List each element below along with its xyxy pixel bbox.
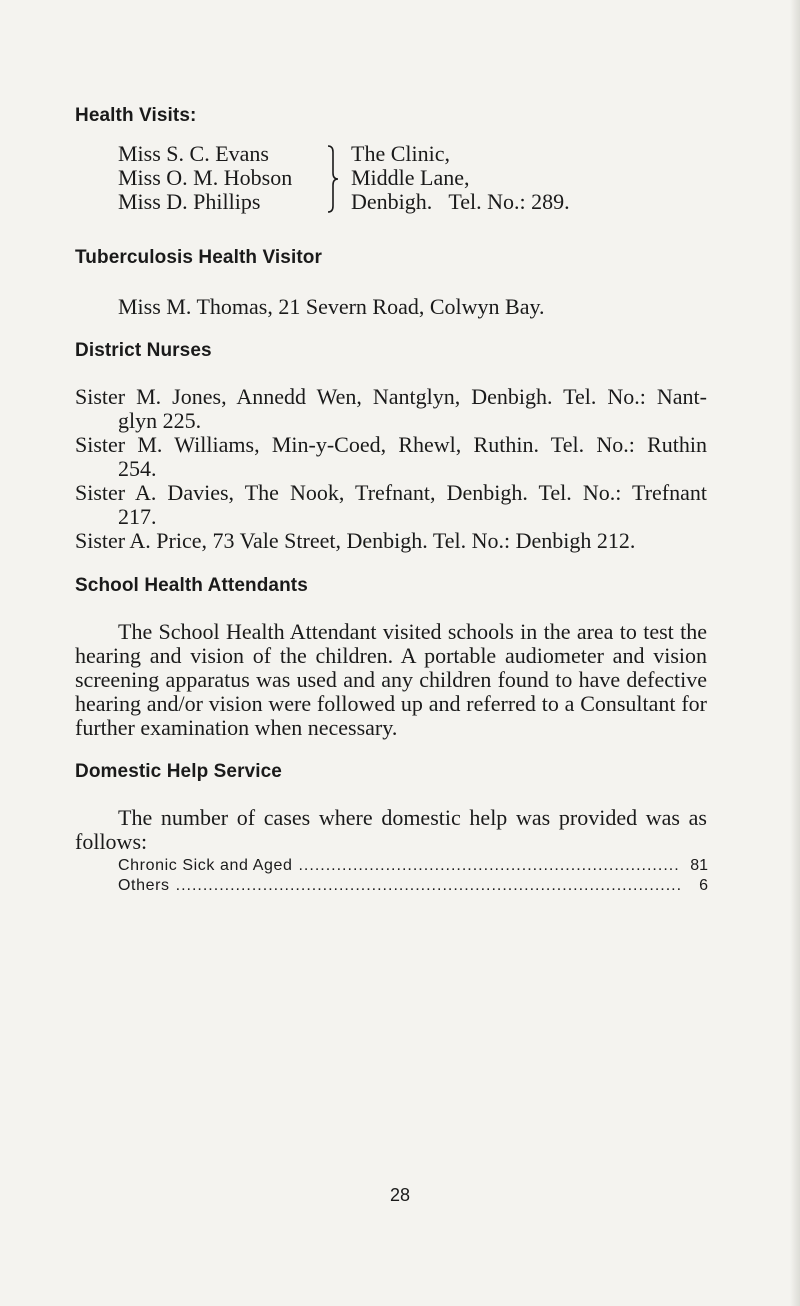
nurse-line: Sister A. Price, 73 Vale Street, Denbigh. Tel. No.: Denbigh 212. (75, 528, 636, 553)
dot-leader (176, 876, 680, 896)
address-line: Denbigh. Tel. No.: 289. (351, 189, 570, 214)
row-value: 81 (690, 857, 708, 874)
nurse-line: Sister M. Jones, Annedd Wen, Nantglyn, Denbigh. Tel. No.: Nant- (75, 384, 707, 409)
row-label: Chronic Sick and Aged (118, 857, 293, 874)
health-visits-heading: Health Visits: (75, 105, 197, 126)
district-nurse-entry (75, 433, 707, 481)
school-health-heading: School Health Attendants (75, 575, 308, 596)
health-visitor-name: Miss S. C. Evans (118, 141, 269, 166)
address-line: Middle Lane, (351, 165, 470, 190)
health-visitor-name: Miss O. M. Hobson (118, 165, 293, 190)
nurse-line-continued: 254. (118, 456, 157, 481)
district-nurse-entry (75, 529, 707, 553)
table-row (118, 876, 708, 896)
nurse-line: Sister A. Davies, The Nook, Trefnant, Denbigh. Tel. No.: Trefnant (75, 480, 707, 505)
health-visitors-names (118, 142, 323, 214)
district-nurse-entry (75, 481, 707, 529)
nurse-line-continued: 217. (118, 504, 157, 529)
clinic-address (351, 142, 570, 214)
dot-leader (298, 856, 680, 876)
page-number: 28 (389, 1185, 411, 1205)
address-line: The Clinic, (351, 141, 450, 166)
tb-visitor-heading: Tuberculosis Health Visitor (75, 247, 322, 268)
district-nurse-entry (75, 385, 707, 433)
nurse-line-continued: glyn 225. (118, 408, 202, 433)
row-label: Others (118, 877, 170, 894)
domestic-help-table (118, 856, 708, 896)
school-health-paragraph: The School Health Attendant visited schools in the area to test the hearing and vision of the children. A portable audiometer and vision screening apparatus was used and any children found to have defective hearing and/or vision were followed up and referred to a Consultant for further examination when necessary. (75, 619, 707, 740)
nurse-line: Sister M. Williams, Min-y-Coed, Rhewl, Ruthin. Tel. No.: Ruthin (75, 432, 707, 457)
grouping-brace (326, 144, 340, 214)
domestic-help-intro: The number of cases where domestic help was provided was as follows: (75, 805, 707, 854)
tb-visitor-entry: Miss M. Thomas, 21 Severn Road, Colwyn Bay. (118, 294, 545, 319)
health-visitor-name: Miss D. Phillips (118, 189, 261, 214)
row-value: 6 (699, 877, 708, 894)
page-edge-shadow (790, 0, 800, 1306)
table-row (118, 856, 708, 876)
domestic-help-heading: Domestic Help Service (75, 761, 282, 782)
district-nurses-heading: District Nurses (75, 340, 212, 361)
